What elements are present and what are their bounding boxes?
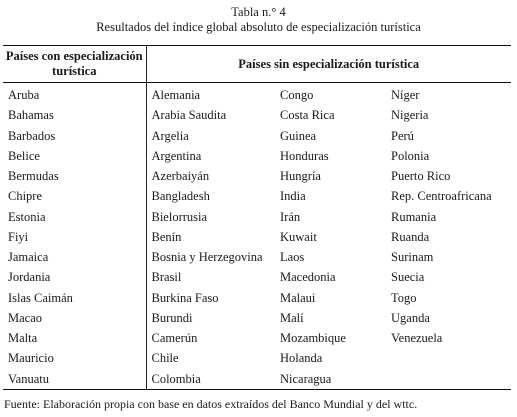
table-row: [3, 369, 511, 390]
table-cell: Mozambique: [280, 331, 346, 346]
table-cell: Irán: [280, 209, 301, 224]
table-cell: Camerún: [151, 331, 198, 346]
table-cell: Brasil: [151, 270, 182, 285]
table-row: [3, 146, 511, 166]
table-cell: Ruanda: [391, 229, 430, 244]
table-cell: Chile: [151, 351, 179, 366]
table-caption-number: Tabla n.° 4: [231, 5, 286, 19]
table-cell: Azerbaiyán: [151, 169, 210, 184]
table-cell: Rep. Centroafricana: [391, 189, 492, 204]
table-header-row: [3, 46, 511, 83]
table-row: [3, 126, 511, 146]
table-row: [3, 105, 511, 125]
table-cell: Belice: [3, 146, 146, 166]
table-cell: Puerto Rico: [391, 169, 451, 184]
table-cell: Hungría: [280, 169, 321, 184]
table-cell: Benín: [151, 229, 182, 244]
table-cell: Vanuatu: [3, 369, 146, 390]
header-without-specialization: Países sin especialización turística: [146, 46, 511, 83]
table-cell: Macao: [3, 308, 146, 328]
header-with-specialization: Países con especialización turística: [3, 46, 146, 83]
table-cell: Malí: [280, 310, 304, 325]
table-cell: Burundi: [151, 310, 193, 325]
table-cell: Uganda: [391, 310, 430, 325]
table-cell: Mauricio: [3, 348, 146, 368]
table-body: [3, 83, 511, 390]
table-cell: Congo: [280, 88, 314, 103]
table-row: [3, 207, 511, 227]
table-cell: Nigeria: [391, 108, 429, 123]
table-cell: [386, 369, 511, 390]
table-row: [3, 348, 511, 368]
table-cell: Argentina: [151, 148, 202, 163]
table-cell: Bahamas: [3, 105, 146, 125]
table-cell: Nicaragua: [280, 371, 332, 386]
table-cell: Argelia: [151, 128, 189, 143]
countries-table: [3, 45, 511, 390]
table-cell: Laos: [280, 250, 305, 265]
table-cell: Rumania: [391, 209, 437, 224]
table-row: [3, 83, 511, 106]
table-row: [3, 328, 511, 348]
source-note: Fuente: Elaboración propia con base en datos extraídos del Banco Mundial y del wttc.: [4, 397, 418, 411]
table-row: [3, 186, 511, 206]
table-row: [3, 288, 511, 308]
table-cell: Bielorrusia: [151, 209, 208, 224]
table-cell: Holanda: [280, 351, 323, 366]
table-cell: Aruba: [3, 83, 146, 106]
table-cell: Colombia: [151, 371, 201, 386]
table-row: [3, 247, 511, 267]
table-cell: India: [280, 189, 306, 204]
table-cell: Kuwait: [280, 229, 317, 244]
table-cell: Costa Rica: [280, 108, 335, 123]
table-cell: Burkina Faso: [151, 290, 219, 305]
table-cell: Jordania: [3, 267, 146, 287]
table-cell: Macedonia: [280, 270, 336, 285]
table-cell: Guinea: [280, 128, 317, 143]
table-cell: Estonia: [3, 207, 146, 227]
table-row: [3, 267, 511, 287]
table-cell: Polonia: [391, 148, 430, 163]
table-cell: [386, 348, 511, 368]
table-row: [3, 227, 511, 247]
table-cell: Honduras: [280, 148, 329, 163]
table-cell: Níger: [391, 88, 420, 103]
table-cell: Perú: [391, 128, 414, 143]
table-cell: Arabia Saudita: [151, 108, 227, 123]
table-cell: Malaui: [280, 290, 316, 305]
table-cell: Islas Caimán: [3, 288, 146, 308]
table-row: [3, 166, 511, 186]
table-cell: Malta: [3, 328, 146, 348]
table-cell: Jamaica: [3, 247, 146, 267]
table-cell: Bosnia y Herzegovina: [151, 250, 263, 265]
table-cell: Bermudas: [3, 166, 146, 186]
table-cell: Bangladesh: [151, 189, 210, 204]
table-caption-title: Resultados del índice global absoluto de especialización turística: [96, 20, 421, 34]
table-cell: Venezuela: [391, 331, 443, 346]
table-cell: Fiyi: [3, 227, 146, 247]
table-cell: Barbados: [3, 126, 146, 146]
table-cell: Surinam: [391, 250, 434, 265]
table-cell: Togo: [391, 290, 417, 305]
table-cell: Chipre: [3, 186, 146, 206]
table-cell: Suecia: [391, 270, 425, 285]
table-cell: Alemania: [151, 88, 201, 103]
table-row: [3, 308, 511, 328]
